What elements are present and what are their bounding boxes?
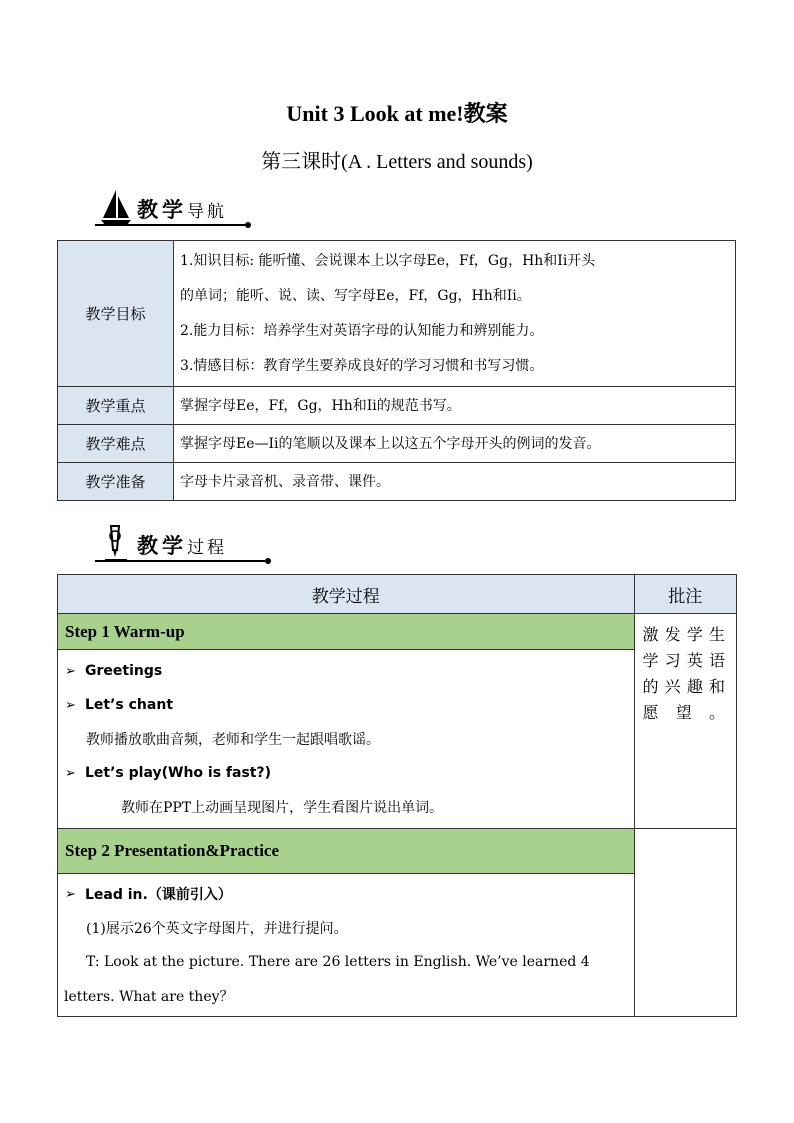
table-row [58,575,737,614]
step1-note-cell [634,614,736,829]
arrow-bullet-icon: ➢ [65,697,76,713]
process-header: 教学过程 [58,575,635,614]
banner-big-text: 教学 [137,534,187,558]
step1-note: 激发学生学习英语的兴趣和愿望。 [642,625,728,722]
row-label: 教学目标 [58,241,174,387]
overview-table [57,240,736,501]
chant-desc: 教师播放歌曲音频，老师和学生一起跟唱歌谣。 [86,732,380,748]
objective-line: 的单词；能听、说、读、写字母Ee，Ff，Gg，Hh和Ii。 [180,287,531,304]
greetings-text: Greetings [85,663,163,679]
step2-title: Step 2 Presentation&Practice [58,829,635,874]
leadin-p1: (1)展示26个英文字母图片，并进行提问。 [86,921,348,937]
arrow-bullet-icon: ➢ [65,886,76,902]
leadin-p2a: T: Look at the picture. There are 26 letters in English. We’ve learned 4 [86,954,590,970]
play-text: Let’s play(Who is fast?) [85,765,271,781]
objective-line: 3.情感目标：教育学生要养成良好的学习习惯和书写习惯。 [180,357,544,374]
banner-big-text: 教学 [137,198,187,222]
objective-line: 2.能力目标：培养学生对英语字母的认知能力和辨别能力。 [180,322,544,339]
row-label: 教学准备 [58,463,174,501]
difficulties-cell: 掌握字母Ee—Ii的笔顺以及课本上以这五个字母开头的例词的发音。 [174,425,736,463]
list-item [58,654,634,688]
key-points-cell: 掌握字母Ee，Ff，Gg，Hh和Ii的规范书写。 [174,387,736,425]
pencil-figure-icon [99,524,133,564]
step2-content [58,874,635,1017]
page-subtitle: 第三课时(A . Letters and sounds) [261,151,533,173]
table-row [58,463,736,501]
leadin-p2b: letters. What are they？ [64,989,234,1005]
list-item [58,877,634,911]
preparation-cell: 字母卡片录音机、录音带、课件。 [174,463,736,501]
row-label: 教学重点 [58,387,174,425]
arrow-bullet-icon: ➢ [65,765,76,781]
objectives-cell [174,241,736,387]
table-row [58,241,736,387]
table-row [58,387,736,425]
process-table [57,574,737,1017]
play-desc: 教师在PPT上动画呈现图片，学生看图片说出单词。 [121,800,444,816]
chant-text: Let’s chant [85,697,174,713]
row-label: 教学难点 [58,425,174,463]
list-item [58,688,634,722]
table-row [58,614,737,650]
teaching-nav-banner [95,188,285,230]
step1-content [58,650,635,829]
step2-note-cell [634,829,736,1017]
step1-title: Step 1 Warm-up [58,614,635,650]
banner-small-text: 过程 [187,538,227,558]
note-header: 批注 [634,575,736,614]
leadin-text: Lead in.（课前引入） [85,887,232,903]
banner-small-text: 导航 [187,202,227,222]
list-item [58,756,634,790]
teaching-process-banner [95,524,285,566]
page-title: Unit 3 Look at me!教案 [286,101,508,126]
arrow-bullet-icon: ➢ [65,663,76,679]
sailboat-icon [99,188,133,226]
objective-line: 1.知识目标: 能听懂、会说课本上以字母Ee，Ff，Gg，Hh和Ii开头 [180,252,596,269]
table-row [58,425,736,463]
table-row [58,829,737,874]
